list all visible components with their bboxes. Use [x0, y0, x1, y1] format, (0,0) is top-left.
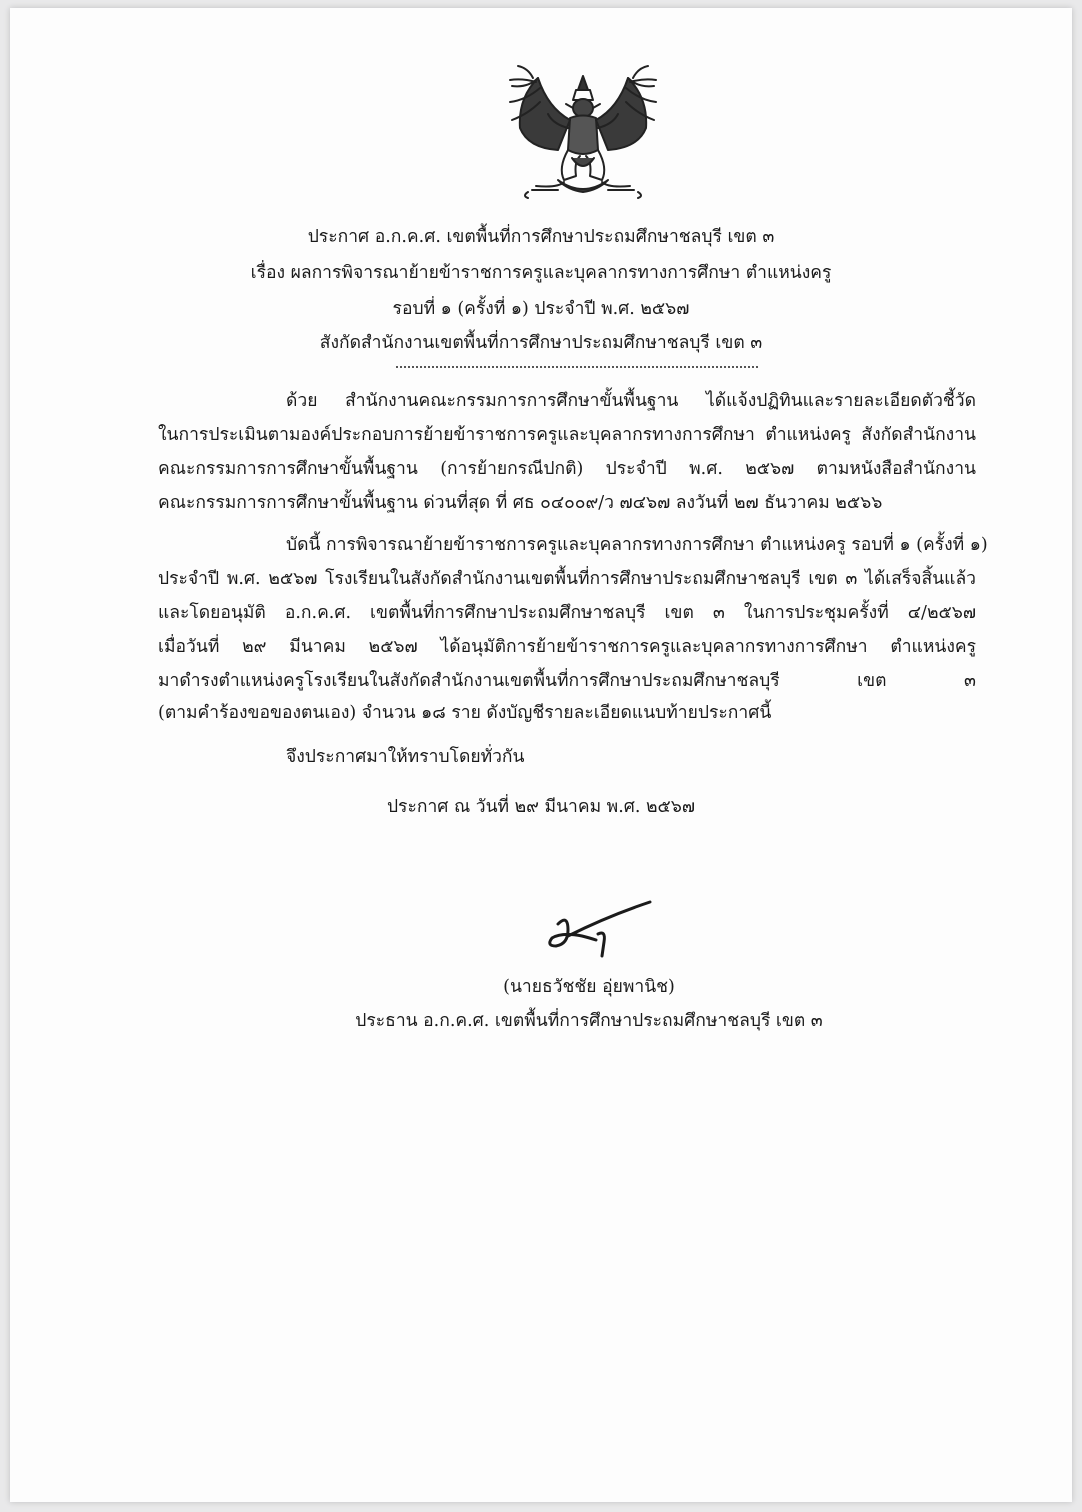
paragraph1-line4: คณะกรรมการการศึกษาขั้นพื้นฐาน ด่วนที่สุด ที่ ศธ ๐๔๐๐๙/ว ๗๔๖๗ ลงวันที่ ๒๗ ธันวาคม ๒๕๖๖ [158, 493, 883, 513]
paragraph2-line4: เมื่อวันที่ ๒๙ มีนาคม ๒๕๖๗ ได้อนุมัติการย้ายข้าราชการครูและบุคลากรทางการศึกษา ตำแหน่งครู [158, 637, 976, 657]
closing-line: จึงประกาศมาให้ทราบโดยทั่วกัน [286, 747, 525, 767]
signer-name: (นายธวัชชัย อุ่ยพานิช) [503, 977, 675, 997]
paragraph2-line3: และโดยอนุมัติ อ.ก.ค.ศ. เขตพื้นที่การศึกษาประถมศึกษาชลบุรี เขต ๓ ในการประชุมครั้งที่ ๔/๒๕๖๗ [158, 603, 976, 623]
affiliation-line: สังกัดสำนักงานเขตพื้นที่การศึกษาประถมศึกษาชลบุรี เขต ๓ [319, 333, 763, 353]
announcement-title: ประกาศ อ.ก.ค.ศ. เขตพื้นที่การศึกษาประถมศึกษาชลบุรี เขต ๓ [307, 227, 775, 247]
paragraph2-line1: บัดนี้ การพิจารณาย้ายข้าราชการครูและบุคลากรทางการศึกษา ตำแหน่งครู รอบที่ ๑ (ครั้งที่ ๑) [286, 535, 988, 555]
document-page [10, 8, 1072, 1502]
handwritten-signature [538, 896, 658, 966]
paragraph1-line3: คณะกรรมการการศึกษาขั้นพื้นฐาน (การย้ายกรณีปกติ) ประจำปี พ.ศ. ๒๕๖๗ ตามหนังสือสำนักงาน [158, 459, 976, 479]
paragraph2-line6: (ตามคำร้องขอของตนเอง) จำนวน ๑๘ ราย ดังบัญชีรายละเอียดแนบท้ายประกาศนี้ [158, 703, 772, 723]
round-line: รอบที่ ๑ (ครั้งที่ ๑) ประจำปี พ.ศ. ๒๕๖๗ [392, 299, 690, 319]
garuda-emblem-icon [498, 58, 668, 208]
subject-line: เรื่อง ผลการพิจารณาย้ายข้าราชการครูและบุคลากรทางการศึกษา ตำแหน่งครู [250, 263, 832, 283]
date-line: ประกาศ ณ วันที่ ๒๙ มีนาคม พ.ศ. ๒๕๖๗ [386, 797, 696, 817]
signer-position: ประธาน อ.ก.ค.ศ. เขตพื้นที่การศึกษาประถมศึกษาชลบุรี เขต ๓ [355, 1011, 823, 1031]
paragraph2-line5: มาดำรงตำแหน่งครูโรงเรียนในสังกัดสำนักงานเขตพื้นที่การศึกษาประถมศึกษาชลบุรี เขต ๓ [158, 671, 976, 691]
paragraph1-line2: ในการประเมินตามองค์ประกอบการย้ายข้าราชการครูและบุคลากรทางการศึกษา ตำแหน่งครู สังกัดสำนักงาน [158, 425, 976, 445]
separator-dots [396, 366, 758, 368]
paragraph1-line1: ด้วย สำนักงานคณะกรรมการการศึกษาขั้นพื้นฐาน ได้แจ้งปฏิทินและรายละเอียดตัวชี้วัด [286, 391, 976, 411]
paragraph2-line2: ประจำปี พ.ศ. ๒๕๖๗ โรงเรียนในสังกัดสำนักงานเขตพื้นที่การศึกษาประถมศึกษาชลบุรี เขต ๓ ได้เสร็จสิ้นแล้ว [158, 569, 976, 589]
